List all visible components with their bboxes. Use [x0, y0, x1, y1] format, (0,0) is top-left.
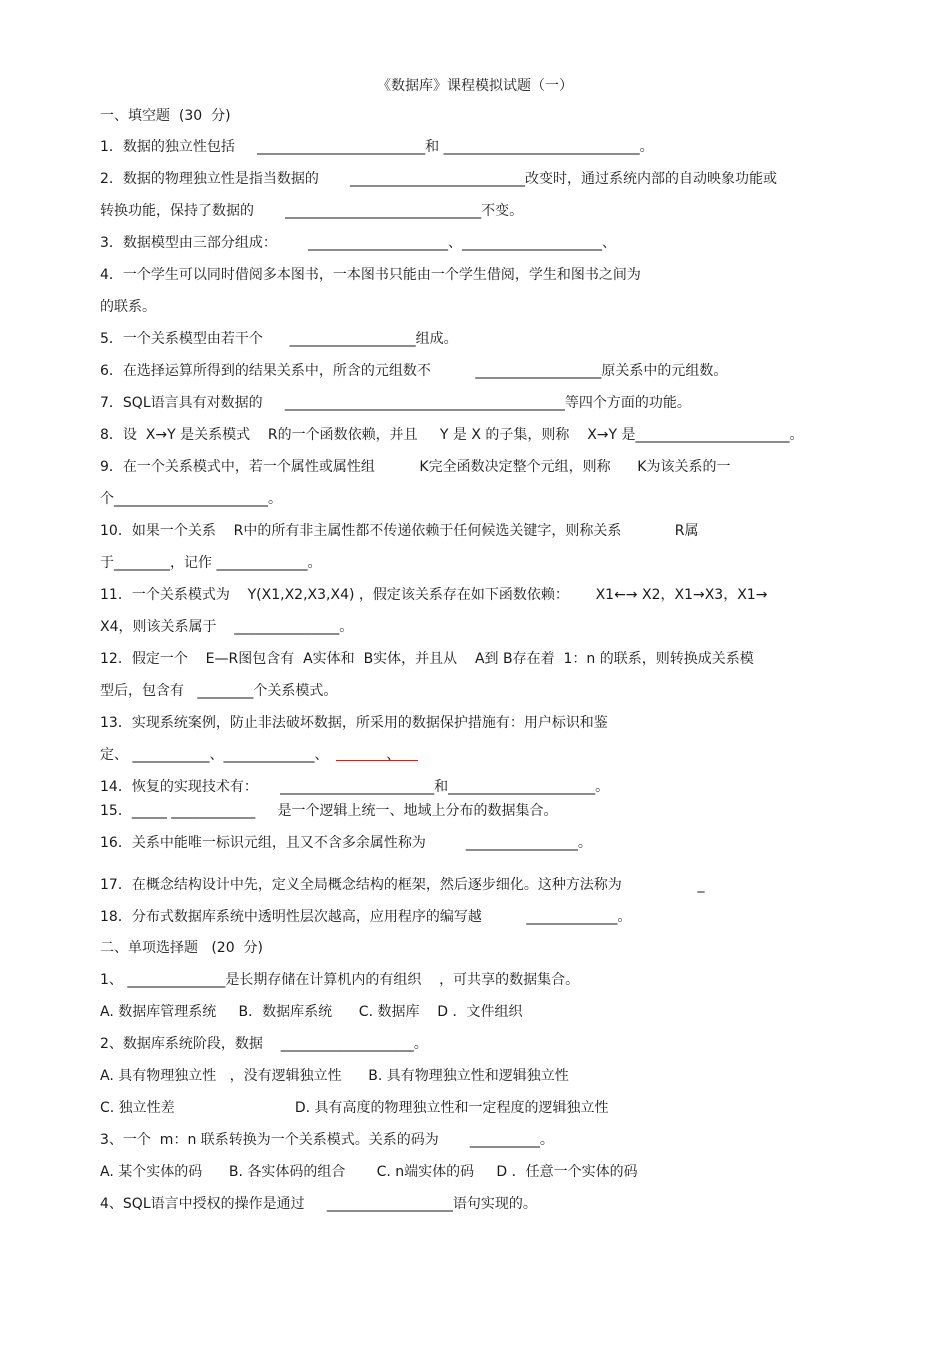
question-line: 7．SQL语言具有对数据的 ________________________________________等四个方面的功能。: [100, 395, 691, 411]
question-line: 2、数据库系统阶段，数据 ___________________。: [100, 1036, 428, 1052]
question-line: 5．一个关系模型由若干个 __________________组成。: [100, 331, 458, 347]
question-line: 13．实现系统案例，防止非法破坏数据，所采用的数据保护措施有：用户标识和鉴: [100, 715, 608, 731]
question-line: 16．关系中能唯一标识元组，且又不含多余属性称为 ________________。: [100, 835, 592, 851]
question-line: 4．一个学生可以同时借阅多本图书，一本图书只能由一个学生借阅，学生和图书之间为: [100, 267, 641, 283]
question-line: 9．在一个关系模式中，若一个属性或属性组 K完全函数决定整个元组，则称 K为该关系的一: [100, 459, 731, 475]
choice-options: A. 数据库管理系统 B．数据库系统 C. 数据库 D ．文件组织: [100, 1004, 523, 1020]
section-heading-single-choice: 二、单项选择题 (20 分): [100, 940, 263, 956]
question-line: 2．数据的物理独立性是指当数据的 _________________________改变时，通过系统内部的自动映象功能或: [100, 171, 778, 187]
question-line: 3、一个 m：n 联系转换为一个关系模式。关系的码为 __________。: [100, 1132, 554, 1148]
question-line: 的联系。: [100, 299, 156, 315]
question-line: 个______________________。: [100, 491, 282, 507]
choice-options: A. 具有物理独立性 ，没有逻辑独立性 B. 具有物理独立性和逻辑独立性: [100, 1068, 569, 1084]
question-line: 11．一个关系模式为 Y(X1,X2,X3,X4) ，假定该关系存在如下函数依赖： X1←→ X2，X1→X3，X1→: [100, 587, 768, 603]
question-line: 1、 ______________是长期存储在计算机内的有组织 ，可共享的数据集合。: [100, 972, 580, 988]
question-line: 转换功能，保持了数据的 ____________________________不变。: [100, 203, 524, 219]
question-line: 12．假定一个 E—R图包含有 A实体和 B实体，并且从 A到 B存在着 1：n 的联系，则转换成关系模: [100, 651, 754, 667]
question-line: 8．设 X→Y 是关系模式 R的一个函数依赖，并且 Y 是 X 的子集，则称 X→Y 是______________________。: [100, 427, 804, 443]
question-line: 15．_____ ____________ 是一个逻辑上统一、地域上分布的数据集合。: [100, 803, 558, 819]
question-line: 定、 ___________、_____________、 、: [100, 747, 401, 763]
question-line: 6．在选择运算所得到的结果关系中，所含的元组数不 __________________原关系中的元组数。: [100, 363, 728, 379]
choice-options: C. 独立性差 D. 具有高度的物理独立性和一定程度的逻辑独立性: [100, 1100, 609, 1116]
section-heading-fill-blank: 一、填空题 (30 分): [100, 108, 231, 124]
question-line: 1．数据的独立性包括 ________________________和 ____________________________。: [100, 139, 654, 155]
question-line: 10．如果一个关系 R中的所有非主属性都不传递依赖于任何候选关键字，则称关系 R属: [100, 523, 699, 539]
question-line: 18．分布式数据库系统中透明性层次越高，应用程序的编写越 _____________。: [100, 909, 632, 925]
question-line: 型后，包含有 ________个关系模式。: [100, 683, 338, 699]
question-line: X4，则该关系属于 _______________。: [100, 619, 354, 635]
red-underline-blank: [336, 760, 418, 761]
question-line: 于________，记作 _____________。: [100, 555, 322, 571]
question-line: 3．数据模型由三部分组成： ____________________、____________________、: [100, 235, 617, 251]
question-line: 14．恢复的实现技术有： ______________________和_____________________。: [100, 779, 610, 795]
exam-title: 《数据库》课程模拟试题（一）: [377, 78, 573, 94]
question-line: 17．在概念结构设计中先，定义全局概念结构的框架，然后逐步细化。这种方法称为 _: [100, 877, 705, 893]
choice-options: A. 某个实体的码 B. 各实体码的组合 C. n端实体的码 D ．任意一个实体的码: [100, 1164, 638, 1180]
question-line: 4、SQL语言中授权的操作是通过 __________________语句实现的。: [100, 1196, 537, 1212]
